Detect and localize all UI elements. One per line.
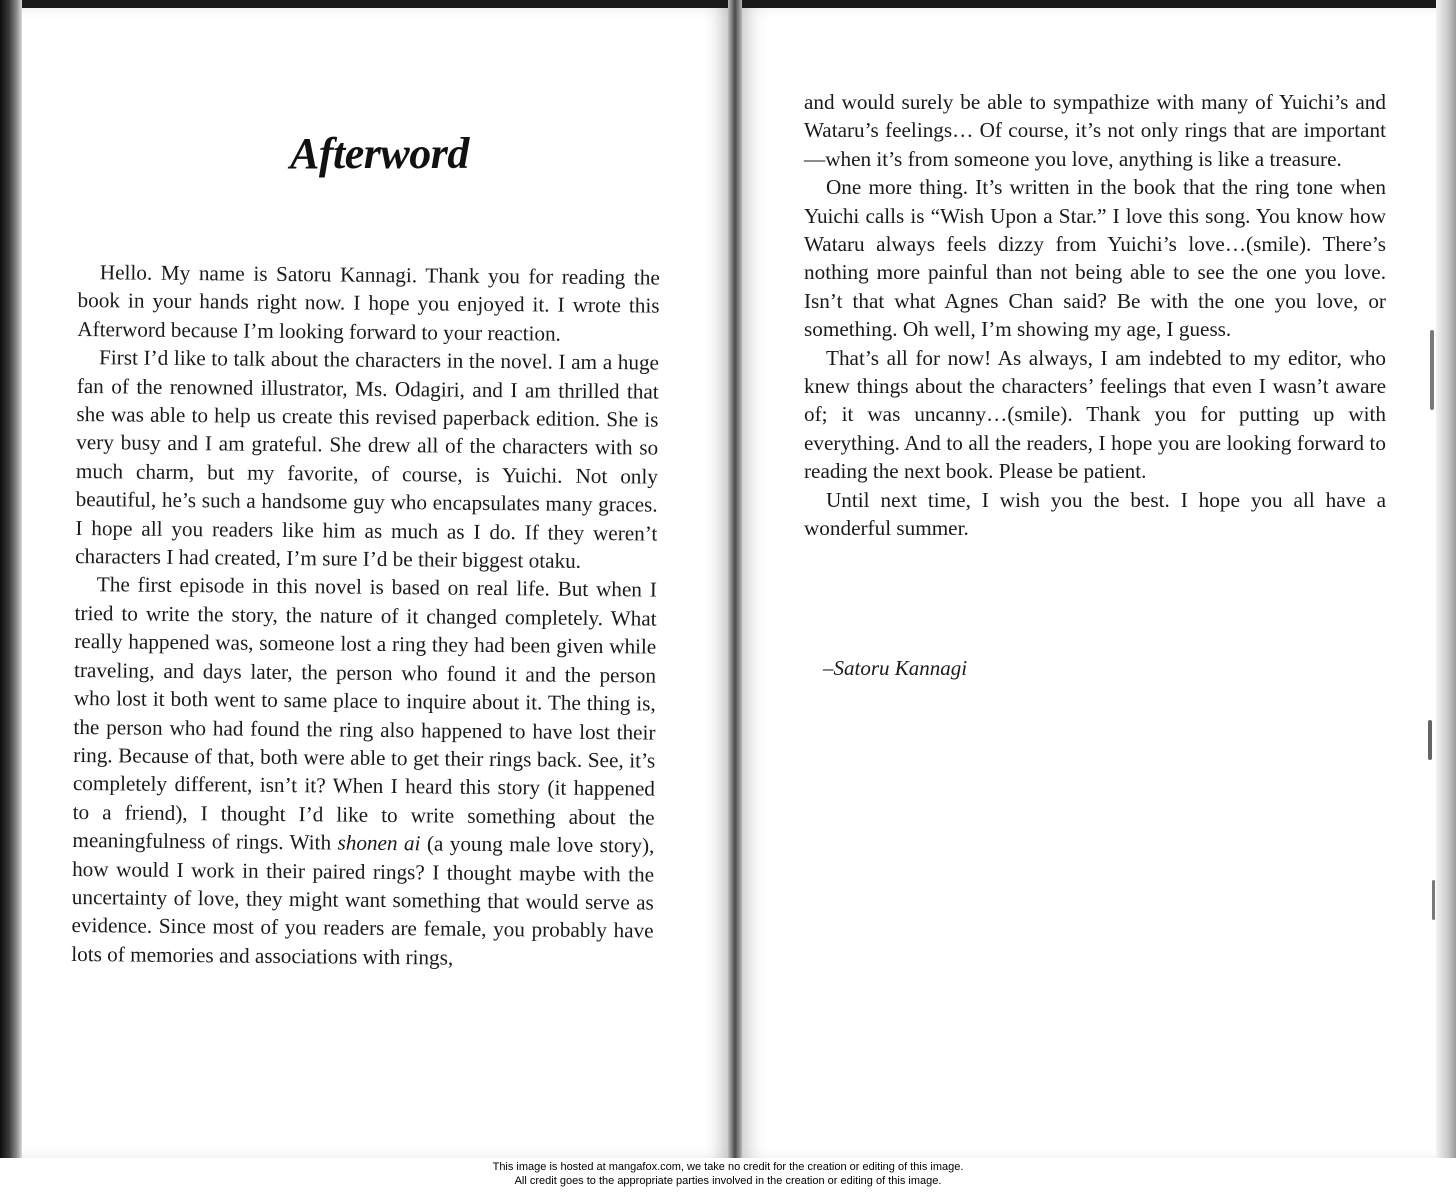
right-page-text <box>804 88 1386 543</box>
paragraph: That’s all for now! As always, I am indebted to my editor, who knew things about the characters’ feelings that even I wasn’t aware of; it was uncanny…(smile). Thank you for putting up with everything. And to all the readers, I hope you are looking forward to reading the next book. Please be patient. <box>804 345 1386 484</box>
credit-line: All credit goes to the appropriate parties involved in the creation or editing of this image. <box>514 1175 942 1187</box>
paragraph: One more thing. It’s written in the book that the ring tone when Yuichi calls is “Wish Upon a Star.” I love this song. You know how Wataru always feels dizzy from Yuichi’s love…(smile). There’s nothing more painful than not being able to see the one you love. Isn’t that what Agnes Chan said? Be with the one you love, or something. Oh well, I’m showing my age, I guess. <box>804 175 1386 342</box>
paragraph: First I’d like to talk about the characters in the novel. I am a huge fan of the renowned illustrator, Ms. Odagiri, and I am thrilled that she was able to help us create this revised paperback edition. She is very busy and I am grateful. She drew all of the characters with so much charm, but my favorite, of course, is Yuichi. Not only beautiful, he’s such a handsome guy who encapsulates many graces. I hope all you readers like him as much as I do. If they weren’t characters I had created, I’m sure I’d be their biggest otaku. <box>75 345 660 573</box>
hosting-credit <box>0 1160 1456 1188</box>
paragraph <box>71 570 657 973</box>
scan-mark <box>1428 720 1432 760</box>
paragraph: and would surely be able to sympathize with many of Yuichi’s and Wataru’s feelings… Of course, it’s not only rings that are important—when it’s from someone you love, anything is like a treasure. <box>804 90 1386 171</box>
right-page-edge <box>1436 0 1456 1158</box>
left-page-edge <box>0 0 22 1158</box>
scan-mark <box>1432 880 1435 920</box>
page-title: Afterword <box>290 129 469 178</box>
left-page-text <box>71 258 660 974</box>
scan-mark <box>1430 330 1434 410</box>
paragraph: Until next time, I wish you the best. I hope you all have a wonderful summer. <box>804 487 1386 541</box>
author-signature: –Satoru Kannagi <box>823 656 968 680</box>
credit-line: This image is hosted at mangafox.com, we take no credit for the creation or editing of this image. <box>492 1161 964 1173</box>
paragraph: Hello. My name is Satoru Kannagi. Thank you for reading the book in your hands right now. I hope you enjoyed it. I wrote this Afterword because I’m looking forward to your reaction. <box>77 260 660 346</box>
italic-term: shonen ai <box>337 830 421 856</box>
paragraph-text: The first episode in this novel is based on real life. But when I tried to write the story, the nature of it changed completely. What really happened was, someone lost a ring they had been given while traveling, and days later, the person who found it and the person who lost it both went to same place to inquire about it. The thing is, the person who had found the ring also happened to have lost their ring. Because of that, both were able to get their rings back. See, it’s completely different, isn’t it? When I heard this story (it happened to a friend), I thought I’d like to write something about the meaningfulness of rings. With <box>72 572 657 855</box>
paragraph-text: (a young male love story), how would I work in their paired rings? I thought maybe with the uncertainty of love, they might want something that would serve as evidence. Since most of you readers are female, you probably have lots of memories and associations with rings, <box>71 831 655 970</box>
book-gutter <box>728 0 742 1158</box>
